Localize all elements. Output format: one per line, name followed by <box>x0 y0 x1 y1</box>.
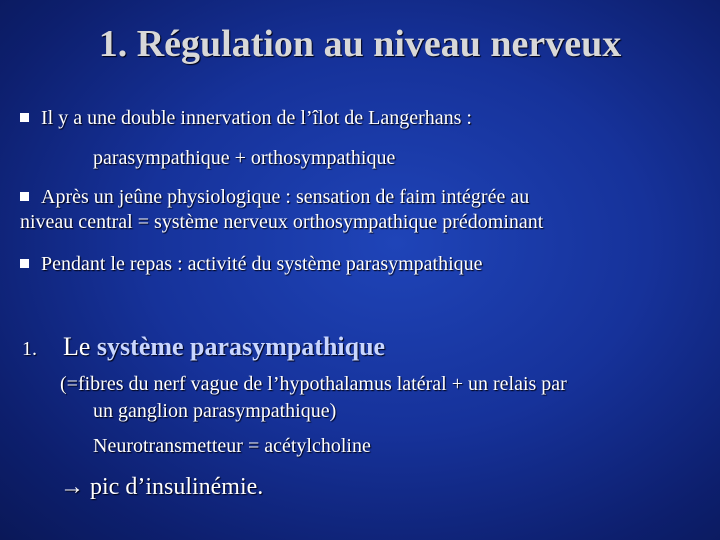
square-bullet-icon <box>20 192 29 201</box>
sub-line: (=fibres du nerf vague de l’hypothalamus latéral + un relais par <box>60 373 567 395</box>
sub-line: un ganglion parasympathique) <box>93 400 337 422</box>
bullet-text: Pendant le repas : activité du système parasympathique <box>41 253 483 275</box>
bullet-continuation: parasympathique + orthosympathique <box>93 147 396 169</box>
list-number: 1. <box>22 338 37 360</box>
sub-line: Neurotransmetteur = acétylcholine <box>93 435 371 457</box>
slide-title: 1. Régulation au niveau nerveux <box>98 23 622 65</box>
bullet-text: Après un jeûne physiologique : sensation de faim intégrée au <box>41 186 530 208</box>
bullet-item <box>20 253 483 276</box>
bullet-item <box>20 186 529 209</box>
bullet-item <box>20 107 472 130</box>
conclusion-line: → pic d’insulinémie. <box>60 474 264 500</box>
bullet-text: Il y a une double innervation de l’îlot de Langerhans : <box>41 107 472 129</box>
bullet-continuation: niveau central = système nerveux orthosympathique prédominant <box>20 211 544 233</box>
numbered-heading <box>63 332 385 362</box>
heading-emphasis: système parasympathique <box>96 332 386 361</box>
square-bullet-icon <box>20 113 29 122</box>
heading-lead: Le <box>63 332 97 361</box>
square-bullet-icon <box>20 259 29 268</box>
